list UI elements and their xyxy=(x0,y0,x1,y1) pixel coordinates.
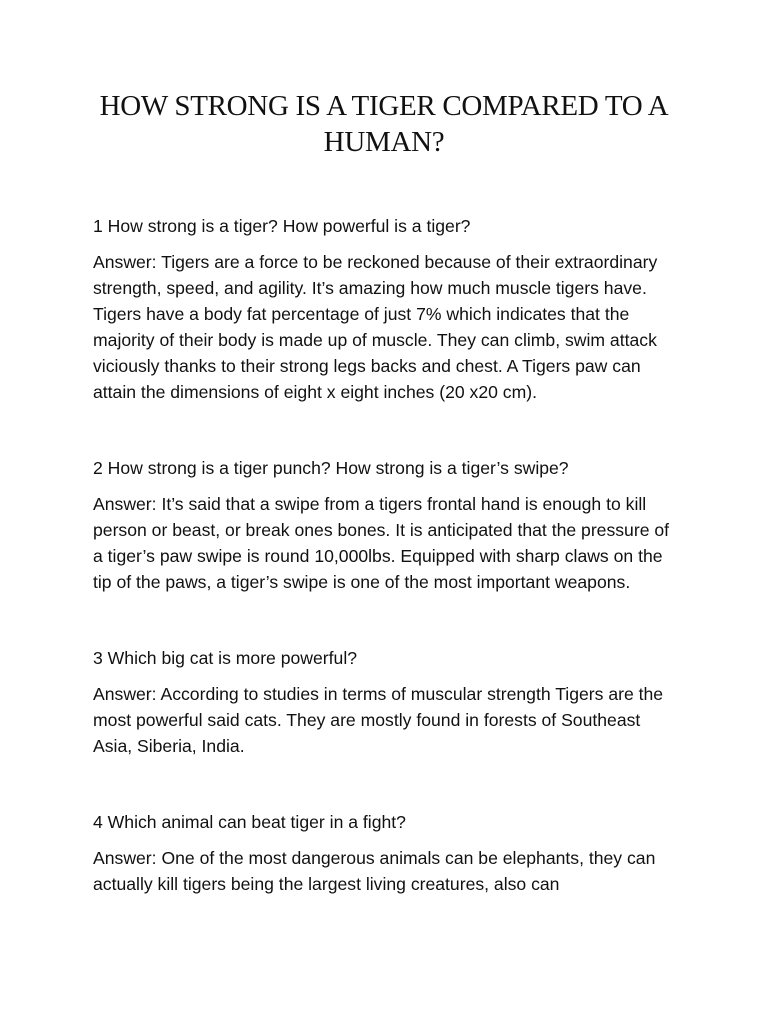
document-body xyxy=(93,213,683,953)
question-4: 4 Which animal can beat tiger in a fight? xyxy=(93,812,406,832)
question-3: 3 Which big cat is more powerful? xyxy=(93,648,358,668)
answer-2: Answer: It’s said that a swipe from a tigers frontal hand is enough to kill person or beast, or break ones bones. It is anticipated that the pressure of a tiger’s paw swipe is round 10,000lbs. Equipped with sharp claws on the tip of the paws, a tiger’s swipe is one of the most important weapons. xyxy=(93,494,670,592)
question-2: 2 How strong is a tiger punch? How strong is a tiger’s swipe? xyxy=(93,458,569,478)
qa-section-4 xyxy=(93,809,683,897)
qa-section-3 xyxy=(93,645,683,759)
question-1: 1 How strong is a tiger? How powerful is a tiger? xyxy=(93,216,471,236)
qa-section-1 xyxy=(93,213,683,405)
answer-1: Answer: Tigers are a force to be reckoned because of their extraordinary strength, speed, and agility. It’s amazing how much muscle tigers have. Tigers have a body fat percentage of just 7% which indicates that the majority of their body is made up of muscle. They can climb, swim attack viciously thanks to their strong legs backs and chest. A Tigers paw can attain the dimensions of eight x eight inches (20 x20 cm). xyxy=(93,252,658,402)
qa-section-2 xyxy=(93,455,683,595)
answer-4: Answer: One of the most dangerous animals can be elephants, they can actually kill tigers being the largest living creatures, also can xyxy=(93,848,656,894)
document-title: HOW STRONG IS A TIGER COMPARED TO A HUMAN? xyxy=(99,90,669,158)
answer-3: Answer: According to studies in terms of muscular strength Tigers are the most powerful said cats. They are mostly found in forests of Southeast Asia, Siberia, India. xyxy=(93,684,664,756)
